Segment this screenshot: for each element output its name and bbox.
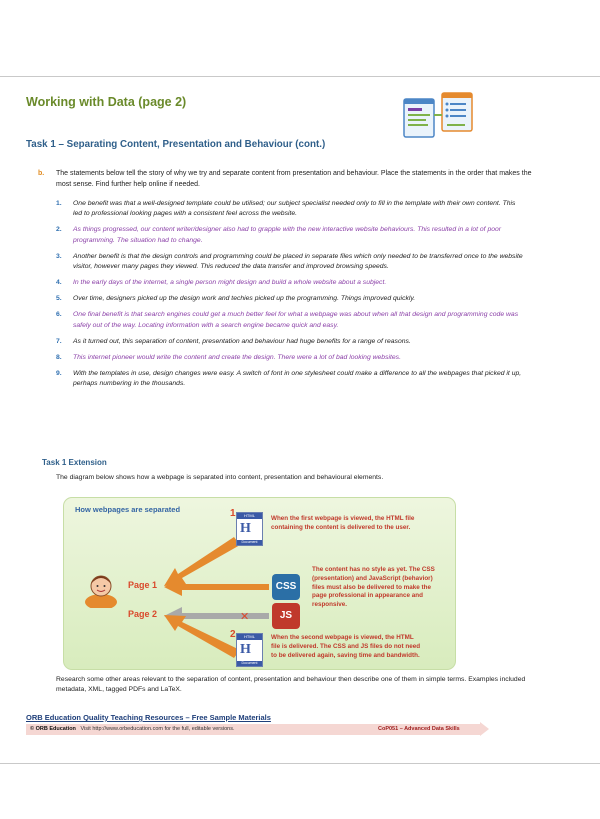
step-number: 2 <box>230 629 236 640</box>
footer-left <box>30 726 235 732</box>
statement-text: One benefit was that a well-designed template could be utilised; our subject specialist needed only to fill in the template with their own content. This led to professional looking pages with a consistent feel across the website. <box>73 200 516 218</box>
statement-number: 5. <box>56 295 62 303</box>
statement-number: 1. <box>56 200 62 207</box>
footer-arrow <box>480 722 489 736</box>
question-text: The statements below tell the story of why we try and separate content from presentation and behaviour. Place the statements in the order that makes the most sense. Find further help online if needed. <box>56 170 532 188</box>
page2-label: Page 2 <box>128 609 158 619</box>
worksheet-page <box>0 76 600 764</box>
footer-course-code: CoP051 – Advanced Data Skills <box>378 726 460 732</box>
statement-text: This internet pioneer would write the content and create the design. There were a lot of bad looking websites. <box>73 353 401 361</box>
statement-text: With the templates in use, design changes were easy. A switch of font in one stylesheet could make a difference to all the webpages that picked it up, perhaps numbering in the thousands. <box>73 369 522 388</box>
statement-item <box>56 337 526 347</box>
statement-list <box>56 199 526 395</box>
statement-text: As it turned out, this separation of content, presentation and behaviour had huge benefits for a range of reasons. <box>73 337 411 345</box>
statement-number: 8. <box>56 353 62 361</box>
statement-item <box>56 294 526 304</box>
html-file-icon <box>236 633 263 667</box>
file-caption: Document <box>237 661 262 666</box>
statement-item <box>56 278 526 288</box>
arrow-html-to-page2 <box>164 615 240 658</box>
html-file-icon <box>236 512 263 546</box>
statement-item <box>56 225 526 246</box>
webpage-layout-icon <box>402 91 474 139</box>
statement-text: Over time, designers picked up the design work and techies picked up the programming. Things improved quickly. <box>73 295 416 303</box>
question-b <box>38 169 538 190</box>
extension-description: The diagram below shows how a webpage is separated into content, presentation and behavioural elements. <box>56 474 384 481</box>
note-second-view: When the second webpage is viewed, the HTML file is delivered. The CSS and JS files do not need to be delivered again, saving time and bandwidth. <box>271 634 421 659</box>
statement-number: 3. <box>56 252 62 260</box>
person-icon <box>82 568 120 608</box>
js-file-icon: JS <box>272 603 300 629</box>
arrow-css-to-page1 <box>164 578 269 596</box>
statement-item <box>56 252 526 273</box>
file-type-label: HTML <box>237 634 262 640</box>
statement-number: 2. <box>56 226 62 234</box>
research-instructions: Research some other areas relevant to the separation of content, presentation and behaviour then describe one of them in simple terms. Examples included metadata, XML, tagged PDFs and LaTeX. <box>56 676 526 693</box>
note-css-js: The content has no style as yet. The CSS (presentation) and JavaScript (behavior) files must also be delivered to make the page professional in appearance and responsive. <box>312 566 435 609</box>
statement-item <box>56 353 526 363</box>
task-title: Task 1 – Separating Content, Presentation and Behaviour (cont.) <box>26 139 326 150</box>
statement-text: Another benefit is that the design controls and programming could be placed in separate files which only needed to be transferred once to the website visitor, however many pages they viewed. This reduced the data transfer and improved browsing speeds. <box>73 252 523 271</box>
statement-text: One final benefit is that search engines could get a much better feel for what a webpage was about when all that design and programming code was safely out of the way. Locating information with a search engine became quick and easy. <box>73 311 519 329</box>
file-letter: H <box>240 642 251 657</box>
arrow-html-to-page1 <box>164 537 240 586</box>
page-title: Working with Data (page 2) <box>26 95 187 109</box>
footer-copyright: © ORB Education <box>30 726 76 732</box>
statement-text: In the early days of the internet, a single person might design and build a whole website about a subject. <box>73 279 387 287</box>
note-first-view: When the first webpage is viewed, the HTML file containing the content is delivered to the user. <box>271 515 415 531</box>
page1-label: Page 1 <box>128 580 158 590</box>
statement-number: 7. <box>56 337 62 345</box>
statement-item <box>56 199 526 220</box>
statement-number: 6. <box>56 311 62 319</box>
footer-title: ORB Education Quality Teaching Resources – Free Sample Materials <box>26 713 271 722</box>
file-letter: H <box>240 521 251 536</box>
diagram-title: How webpages are separated <box>75 505 181 514</box>
step-number: 1 <box>230 508 236 519</box>
css-file-icon: CSS <box>272 574 300 600</box>
cross-mark-icon: ✕ <box>240 610 250 623</box>
statement-item <box>56 369 526 390</box>
file-type-label: HTML <box>237 513 262 519</box>
extension-title: Task 1 Extension <box>42 458 107 467</box>
footer-visit-text: Visit http://www.orbeducation.com for the full, editable versions. <box>80 726 235 732</box>
statement-text: As things progressed, our content writer/designer also had to grapple with the new interactive website behaviours. This resulted in a lot of poor programming. The situation had to change. <box>73 226 502 244</box>
statement-number: 4. <box>56 279 62 287</box>
statement-item <box>56 310 526 331</box>
separation-diagram <box>63 497 456 670</box>
statement-number: 9. <box>56 369 62 377</box>
file-caption: Document <box>237 540 262 545</box>
question-letter: b. <box>38 170 45 177</box>
